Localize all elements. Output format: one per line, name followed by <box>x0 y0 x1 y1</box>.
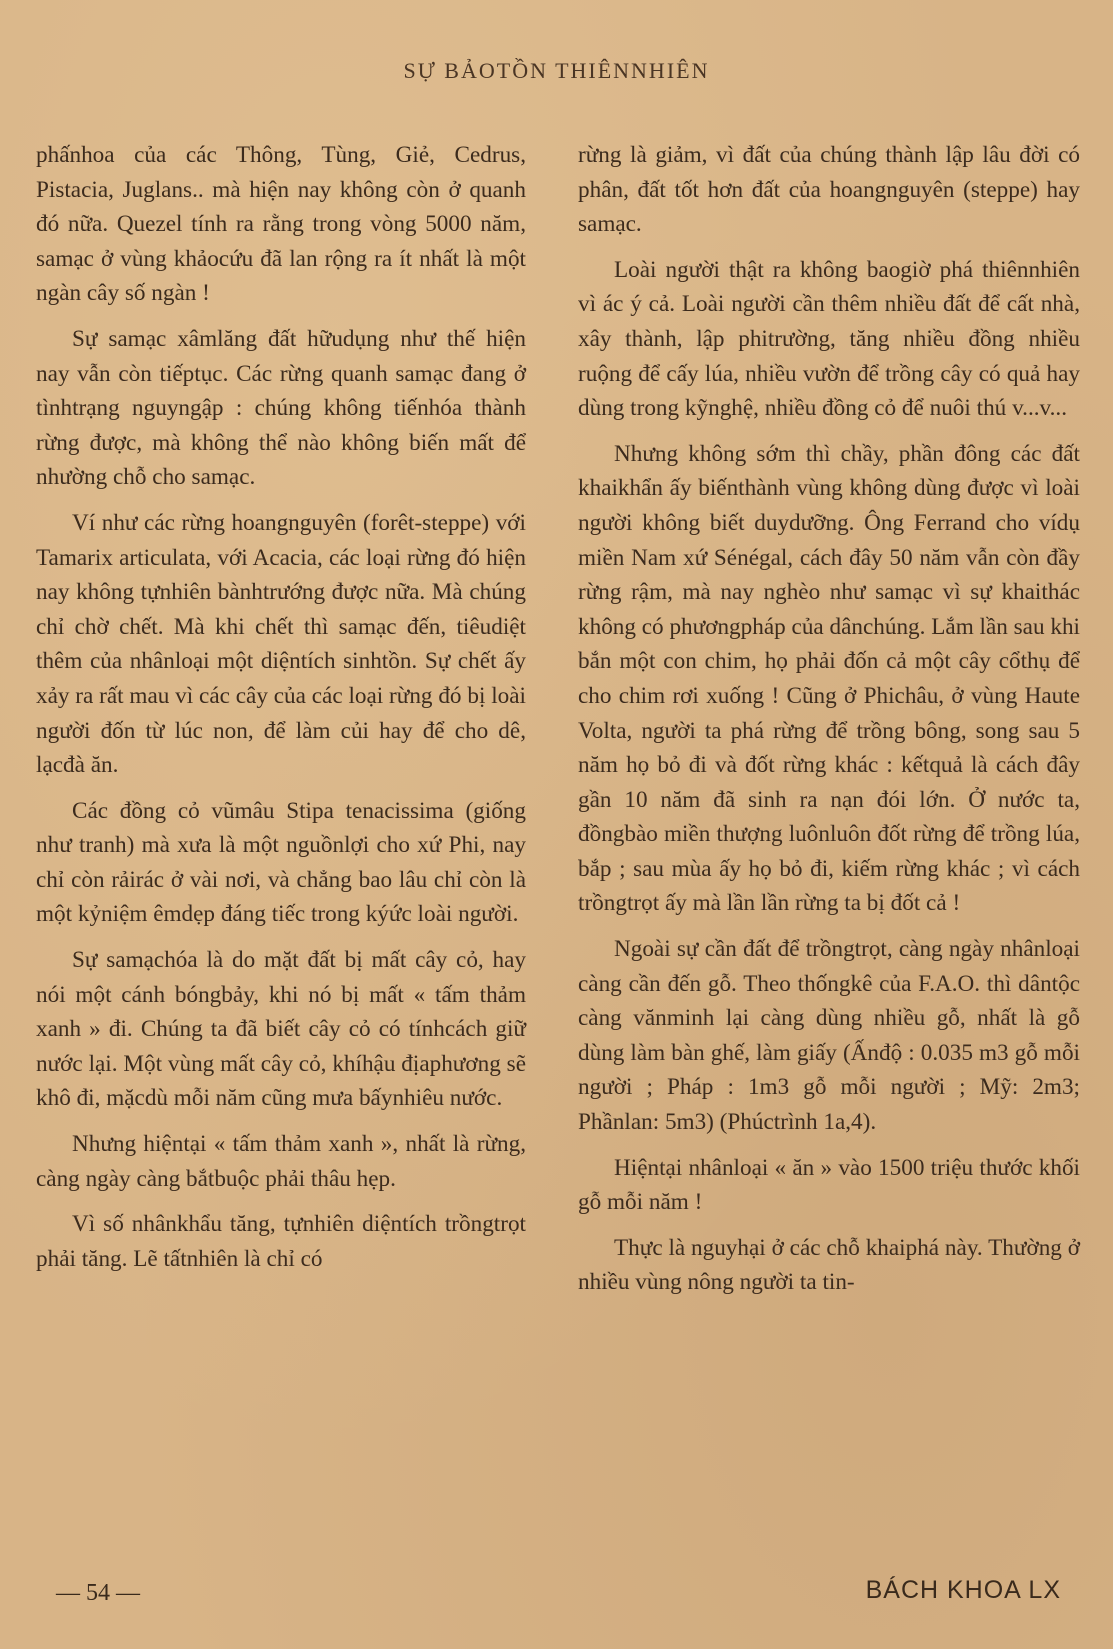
paragraph: Sự samạchóa là do mặt đất bị mất cây cỏ, hay nói một cánh bóngbảy, khi nó bị mất « tấm thảm xanh » đi. Chúng ta đã biết cây cỏ có tínhcách giữ nước lại. Một vùng mất cây cỏ, khíhậu địaphương sẽ khô đi, mặcdù mỗi năm cũng mưa bấynhiêu nước. <box>36 947 526 1112</box>
paragraph: Ví như các rừng hoangnguyên (forêt-steppe) với Tamarix articulata, với Acacia, các loại rừng đó hiện nay không tựnhiên bànhtrướng được nữa. Mà chúng chỉ chờ chết. Mà khi chết thì samạc đến, tiêudiệt thêm của nhânloại một diệntích sinhtồn. Sự chết ấy xảy ra rất mau vì các cây của các loại rừng đó bị loài người đốn từ lúc non, để làm củi hay để cho dê, lạcđà ăn. <box>36 509 526 779</box>
paragraph: Thực là nguyhại ở các chỗ khaiphá này. Thường ở nhiều vùng nông người ta tin- <box>578 1234 1080 1296</box>
page-number: — 54 — <box>56 1580 140 1606</box>
paragraph: Ngoài sự cần đất để trồngtrọt, càng ngày nhânloại càng cần đến gỗ. Theo thốngkê của F.A.O. thì dântộc càng vănminh lại càng dùng nhiều gỗ, nhất là gỗ dùng làm bàn ghế, làm giấy (Ấnđộ : 0.035 m3 gỗ mỗi người ; Pháp : 1m3 gỗ mỗi người ; Mỹ: 2m3; Phầnlan: 5m3) (Phúctrình 1a,4). <box>578 936 1080 1136</box>
left-column <box>36 138 526 1276</box>
right-column <box>578 138 1080 1300</box>
paragraph: Các đồng cỏ vũmâu Stipa tenacissima (giống như tranh) mà xưa là một nguồnlợi cho xứ Phi, nay chỉ còn rảirác ở vài nơi, và chẳng bao lâu chỉ còn là một kỷniệm êmdẹp đáng tiếc trong kýức loài người. <box>36 797 526 928</box>
paragraph: Sự samạc xâmlăng đất hữudụng như thế hiện nay vẫn còn tiếptục. Các rừng quanh samạc đang ở tìnhtrạng nguyngập : chúng không tiếnhóa thành rừng được, mà không thể nào không biến mất để nhường chỗ cho samạc. <box>36 325 526 491</box>
running-header: SỰ BẢOTỒN THIÊNNHIÊN <box>403 58 710 83</box>
paragraph: Nhưng không sớm thì chầy, phần đông các đất khaikhẩn ấy biếnthành vùng không dùng được vì loài người không biết duydưỡng. Ông Ferrand cho vídụ miền Nam xứ Sénégal, cách đây 50 năm vẫn còn đầy rừng rậm, mà nay nghèo như samạc vì sự khaithác không có phươngpháp của dânchúng. Lắm lần sau khi bắn một con chim, họ phải đốn cả một cây cổthụ để cho chim rơi xuống ! Cũng ở Phichâu, ở vùng Haute Volta, người ta phá rừng để trồng bông, song sau 5 năm họ bỏ đi và đốt rừng khác : kếtquả là cách đây gần 10 năm đã sinh ra nạn đói lớn. Ở nước ta, đồngbào miền thượng luônluôn đốt rừng để trồng lúa, bắp ; sau mùa ấy họ bỏ đi, kiếm rừng khác ; vì cách trồngtrọt ấy mà lần lần rừng ta bị đốt cả ! <box>578 440 1080 917</box>
paragraph: rừng là giảm, vì đất của chúng thành lập lâu đời có phân, đất tốt hơn đất của hoangnguyên (steppe) hay samạc. <box>578 142 1080 238</box>
publication-footer: BÁCH KHOA LX <box>865 1576 1061 1604</box>
paragraph: Nhưng hiệntại « tấm thảm xanh », nhất là rừng, càng ngày càng bắtbuộc phải thâu hẹp. <box>36 1131 526 1192</box>
paragraph: Vì số nhânkhẩu tăng, tựnhiên diệntích trồngtrọt phải tăng. Lẽ tấtnhiên là chỉ có <box>36 1211 526 1272</box>
paragraph: Hiệntại nhânloại « ăn » vào 1500 triệu thước khối gỗ mỗi năm ! <box>578 1154 1080 1216</box>
paragraph: Loài người thật ra không baogiờ phá thiênnhiên vì ác ý cả. Loài người cần thêm nhiều đất để cất nhà, xây thành, lập phitrường, tăng nhiều đồng nhiều ruộng để cấy lúa, nhiều vườn để trồng cây có quả hay dùng trong kỹnghệ, nhiều đồng cỏ để nuôi thú v...v... <box>578 256 1080 422</box>
paragraph: phấnhoa của các Thông, Tùng, Giẻ, Cedrus, Pistacia, Juglans.. mà hiện nay không còn ở quanh đó nữa. Quezel tính ra rằng trong vòng 5000 năm, samạc ở vùng khảocứu đã lan rộng ra ít nhất là một ngàn cây số ngàn ! <box>36 142 526 307</box>
